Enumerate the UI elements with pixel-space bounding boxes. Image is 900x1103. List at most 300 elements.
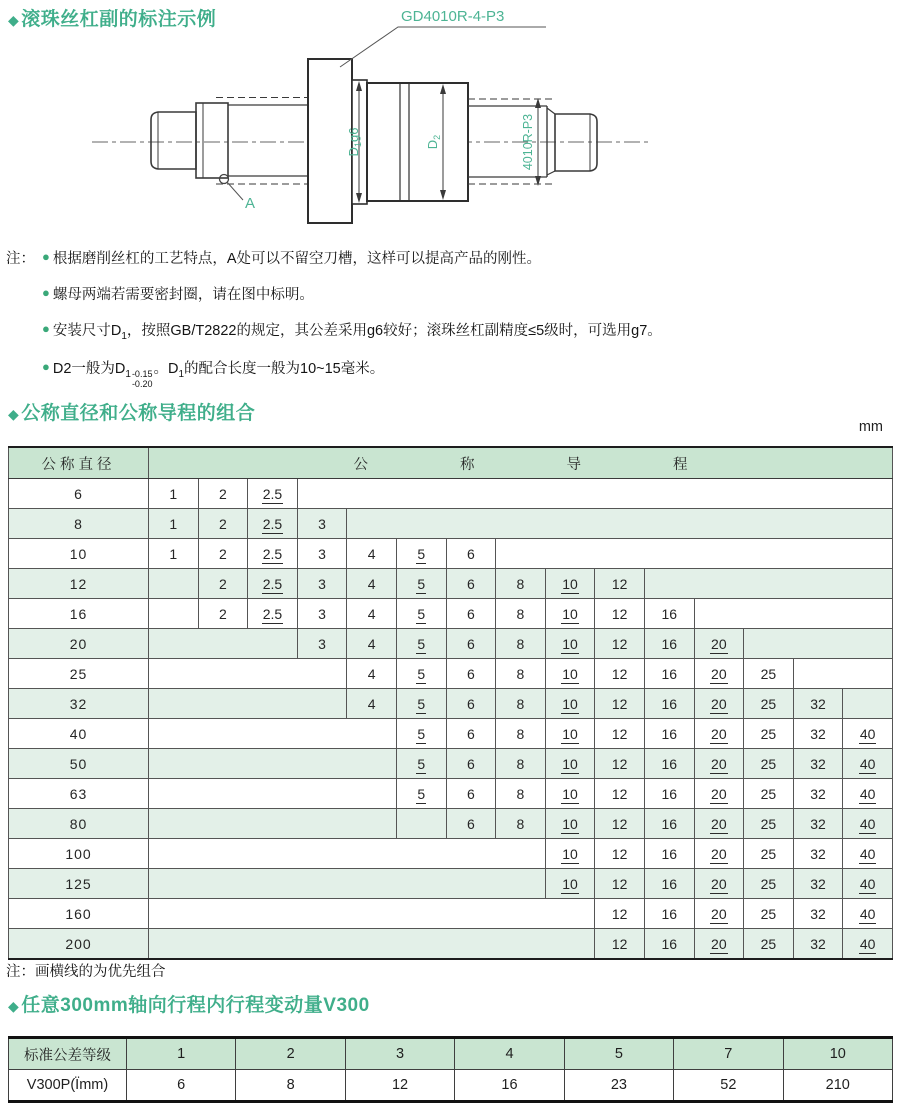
lead-value-cell bbox=[644, 599, 694, 629]
preferred-lead-value: 20 bbox=[711, 935, 727, 952]
lead-value: 12 bbox=[611, 845, 628, 862]
lead-value: 6 bbox=[466, 695, 475, 712]
lead-value: 12 bbox=[611, 785, 628, 802]
note-line-2 bbox=[6, 283, 662, 304]
lead-value: 8 bbox=[516, 815, 525, 832]
preferred-lead-value: 10 bbox=[562, 815, 578, 832]
thread-code-label: 4010R-P3 bbox=[521, 113, 535, 171]
empty-cell bbox=[149, 599, 199, 629]
lead-value: 4 bbox=[367, 635, 376, 652]
left-collar bbox=[196, 103, 228, 178]
lead-value: 6 bbox=[466, 785, 475, 802]
ball-screw-drawing bbox=[0, 0, 900, 240]
lead-value: 16 bbox=[661, 815, 678, 832]
grade-cell: 3 bbox=[345, 1038, 454, 1070]
lead-value: 25 bbox=[760, 725, 777, 742]
lead-value-cell bbox=[347, 659, 397, 689]
grade-cell: 7 bbox=[674, 1038, 783, 1070]
lead-table-row bbox=[9, 929, 893, 960]
lead-table-row bbox=[9, 899, 893, 929]
v300-value-cell: 210 bbox=[783, 1070, 892, 1102]
empty-merged-cell bbox=[149, 689, 347, 719]
preferred-lead-value: 5 bbox=[417, 695, 426, 712]
lead-value-cell bbox=[744, 929, 794, 960]
empty-merged-cell bbox=[644, 569, 892, 599]
preferred-lead-value: 40 bbox=[859, 785, 876, 802]
preferred-lead-value: 20 bbox=[711, 785, 727, 802]
preferred-lead-value: 5 bbox=[417, 545, 426, 562]
diameter-cell: 8 bbox=[9, 509, 149, 539]
lead-table-row bbox=[9, 719, 893, 749]
lead-value: 16 bbox=[661, 695, 678, 712]
lead-value: 16 bbox=[661, 935, 678, 952]
lead-value-cell bbox=[396, 569, 446, 599]
lead-value: 32 bbox=[810, 725, 826, 742]
lead-value-cell bbox=[545, 869, 595, 899]
lead-value-cell bbox=[446, 659, 496, 689]
preferred-lead-value: 5 bbox=[417, 575, 426, 592]
lead-value-cell bbox=[744, 839, 794, 869]
d2-label: $D_2$ bbox=[425, 134, 442, 150]
lead-value-cell bbox=[644, 869, 694, 899]
lead-value-cell bbox=[744, 869, 794, 899]
diameter-cell: 200 bbox=[9, 929, 149, 960]
lead-value: 8 bbox=[516, 725, 525, 742]
empty-cell bbox=[396, 809, 446, 839]
preferred-lead-value: 40 bbox=[859, 845, 876, 862]
lead-value: 25 bbox=[760, 935, 777, 952]
diamond-icon: ◆ bbox=[8, 998, 20, 1014]
lead-value-cell bbox=[396, 719, 446, 749]
lead-value-cell bbox=[248, 569, 298, 599]
preferred-lead-value: 5 bbox=[417, 785, 426, 802]
lead-value-cell bbox=[496, 599, 546, 629]
lead-value-cell bbox=[595, 749, 645, 779]
lead-table-row bbox=[9, 659, 893, 689]
preferred-lead-value: 10 bbox=[562, 785, 578, 802]
lead-value-cell bbox=[396, 779, 446, 809]
preferred-lead-value: 20 bbox=[711, 875, 727, 892]
lead-value-cell bbox=[595, 779, 645, 809]
lead-table-body bbox=[9, 479, 893, 960]
nut-body bbox=[367, 83, 468, 201]
lead-value: 12 bbox=[611, 935, 628, 952]
lead-value-cell bbox=[694, 899, 744, 929]
lead-value-cell bbox=[644, 899, 694, 929]
lead-value: 16 bbox=[661, 755, 678, 772]
diameter-header-cell: 公称直径 bbox=[9, 447, 149, 479]
part-code-leader-line bbox=[340, 27, 546, 67]
lead-value-cell bbox=[843, 929, 893, 960]
lead-value: 16 bbox=[661, 845, 678, 862]
lead-value-cell bbox=[248, 599, 298, 629]
lead-value-cell bbox=[644, 749, 694, 779]
lead-value: 8 bbox=[516, 605, 525, 622]
preferred-lead-value: 40 bbox=[859, 755, 876, 772]
lead-value: 12 bbox=[611, 755, 628, 772]
lead-value: 32 bbox=[810, 815, 826, 832]
lead-value: 4 bbox=[367, 545, 376, 562]
v300-value-cell: 12 bbox=[345, 1070, 454, 1102]
v300-value-cell: 23 bbox=[564, 1070, 673, 1102]
lead-value-cell bbox=[694, 839, 744, 869]
note-text-2: 螺母两端若需要密封圈，请在图中标明。 bbox=[52, 287, 314, 303]
lead-value: 25 bbox=[760, 755, 777, 772]
preferred-lead-value: 20 bbox=[711, 815, 727, 832]
tolerance-stack: -0.15 -0.20 bbox=[131, 369, 153, 389]
lead-value-cell bbox=[694, 869, 744, 899]
preferred-lead-value: 2.5 bbox=[262, 545, 283, 562]
lead-table-row bbox=[9, 689, 893, 719]
lead-value-cell bbox=[744, 719, 794, 749]
preferred-lead-value: 40 bbox=[859, 725, 876, 742]
lead-value-cell bbox=[744, 689, 794, 719]
lead-value-cell bbox=[198, 569, 248, 599]
lead-value: 4 bbox=[367, 695, 376, 712]
diameter-cell: 160 bbox=[9, 899, 149, 929]
section2-title bbox=[8, 398, 255, 425]
detail-a-label: A bbox=[245, 195, 256, 212]
lead-table-row bbox=[9, 509, 893, 539]
preferred-lead-value: 20 bbox=[711, 665, 727, 682]
preferred-lead-value: 5 bbox=[417, 755, 426, 772]
lead-value: 2 bbox=[218, 515, 227, 532]
section3-title bbox=[8, 990, 370, 1017]
empty-merged-cell bbox=[496, 539, 893, 569]
lead-value: 3 bbox=[318, 545, 326, 562]
lead-value-cell bbox=[793, 779, 843, 809]
detail-a-leader-line bbox=[227, 182, 243, 200]
lead-value: 12 bbox=[611, 665, 628, 682]
lead-value-cell bbox=[396, 629, 446, 659]
lead-value-cell bbox=[446, 629, 496, 659]
lead-value: 32 bbox=[810, 695, 826, 712]
lead-value-cell bbox=[198, 539, 248, 569]
lead-value: 4 bbox=[367, 605, 376, 622]
lead-value-cell bbox=[545, 749, 595, 779]
lead-value: 1 bbox=[169, 485, 178, 502]
lead-value-cell bbox=[297, 569, 347, 599]
lead-value-cell bbox=[446, 809, 496, 839]
diameter-cell: 40 bbox=[9, 719, 149, 749]
preferred-lead-value: 20 bbox=[711, 905, 727, 922]
lead-value-cell bbox=[793, 689, 843, 719]
lead-value-cell bbox=[496, 809, 546, 839]
lead-value: 16 bbox=[661, 785, 678, 802]
lead-value-cell bbox=[496, 689, 546, 719]
lead-value-cell bbox=[843, 809, 893, 839]
lead-header-cell: 公 称 导 程 bbox=[149, 447, 893, 479]
lead-value: 12 bbox=[611, 575, 628, 592]
lead-value: 6 bbox=[466, 725, 475, 742]
lead-value: 6 bbox=[466, 815, 475, 832]
lead-table-header-row bbox=[9, 447, 893, 479]
preferred-lead-value: 5 bbox=[417, 605, 426, 622]
lead-value-cell bbox=[198, 479, 248, 509]
lead-value-cell bbox=[595, 689, 645, 719]
lead-value: 12 bbox=[611, 635, 628, 652]
v300-value-cell: 16 bbox=[455, 1070, 564, 1102]
lead-value-cell bbox=[446, 569, 496, 599]
lead-value: 3 bbox=[318, 575, 326, 592]
table-note: 注：画横线的为优先组合 bbox=[6, 964, 166, 980]
diameter-cell: 63 bbox=[9, 779, 149, 809]
empty-merged-cell bbox=[149, 749, 397, 779]
lead-table-row bbox=[9, 629, 893, 659]
lead-value-cell bbox=[644, 629, 694, 659]
lead-value-cell bbox=[744, 809, 794, 839]
section2-title-text: 公称直径和公称导程的组合 bbox=[21, 403, 256, 424]
lead-value-cell bbox=[744, 899, 794, 929]
lead-value: 8 bbox=[516, 755, 525, 772]
empty-merged-cell bbox=[149, 779, 397, 809]
lead-value-cell bbox=[446, 719, 496, 749]
lead-value: 2 bbox=[218, 485, 227, 502]
lead-value-cell bbox=[644, 719, 694, 749]
section3-title-text: 任意300mm轴向行程内行程变动量V300 bbox=[21, 995, 370, 1016]
lead-value-cell bbox=[694, 809, 744, 839]
lead-value: 25 bbox=[760, 845, 777, 862]
part-code-label: GD4010R-4-P3 bbox=[401, 8, 505, 25]
preferred-lead-value: 5 bbox=[417, 725, 426, 742]
lead-value-cell bbox=[347, 629, 397, 659]
preferred-lead-value: 10 bbox=[562, 695, 578, 712]
lead-value-cell bbox=[545, 809, 595, 839]
lead-value-cell bbox=[297, 599, 347, 629]
lead-value-cell bbox=[396, 749, 446, 779]
diameter-cell: 50 bbox=[9, 749, 149, 779]
diameter-cell: 100 bbox=[9, 839, 149, 869]
lead-value-cell bbox=[297, 539, 347, 569]
lead-value: 16 bbox=[661, 635, 678, 652]
lead-value: 25 bbox=[760, 665, 777, 682]
lead-value-cell bbox=[644, 809, 694, 839]
lead-table-row bbox=[9, 599, 893, 629]
lead-value-cell bbox=[347, 599, 397, 629]
lead-value: 8 bbox=[516, 665, 525, 682]
lead-value-cell bbox=[198, 509, 248, 539]
note-line-1 bbox=[6, 247, 662, 268]
lead-value-cell bbox=[149, 509, 199, 539]
lead-value-cell bbox=[595, 869, 645, 899]
lead-value-cell bbox=[793, 839, 843, 869]
lead-value-cell bbox=[496, 779, 546, 809]
grade-cell: 10 bbox=[783, 1038, 892, 1070]
lead-value: 6 bbox=[466, 665, 475, 682]
empty-merged-cell bbox=[149, 839, 546, 869]
lead-value-cell bbox=[545, 599, 595, 629]
lead-value-cell bbox=[595, 629, 645, 659]
lead-value-cell bbox=[198, 599, 248, 629]
empty-merged-cell bbox=[149, 809, 397, 839]
note-line-4 bbox=[6, 357, 662, 389]
lead-value: 16 bbox=[661, 665, 678, 682]
diamond-icon: ◆ bbox=[8, 406, 20, 422]
diameter-cell: 125 bbox=[9, 869, 149, 899]
right-step-chamfer-bottom bbox=[547, 171, 555, 175]
lead-value-cell bbox=[545, 779, 595, 809]
lead-value-cell bbox=[595, 809, 645, 839]
lead-value: 8 bbox=[516, 635, 525, 652]
lead-value: 25 bbox=[760, 695, 777, 712]
lead-value: 2 bbox=[218, 545, 227, 562]
lead-value-cell bbox=[793, 809, 843, 839]
lead-value: 6 bbox=[466, 545, 475, 562]
lead-value: 16 bbox=[661, 905, 678, 922]
empty-merged-cell bbox=[694, 599, 892, 629]
diameter-cell: 25 bbox=[9, 659, 149, 689]
lead-table-row bbox=[9, 779, 893, 809]
bullet-icon: ● bbox=[42, 285, 50, 300]
empty-merged-cell bbox=[149, 929, 595, 960]
lead-value-cell bbox=[793, 749, 843, 779]
lead-value: 6 bbox=[466, 755, 475, 772]
lead-value: 25 bbox=[760, 875, 777, 892]
lead-value-cell bbox=[545, 659, 595, 689]
lead-value-cell bbox=[248, 539, 298, 569]
v300-value-cell: 52 bbox=[674, 1070, 783, 1102]
empty-merged-cell bbox=[843, 689, 893, 719]
lead-table-row bbox=[9, 809, 893, 839]
preferred-lead-value: 10 bbox=[562, 875, 578, 892]
grade-cell: 1 bbox=[127, 1038, 236, 1070]
lead-table-row bbox=[9, 539, 893, 569]
diameter-cell: 12 bbox=[9, 569, 149, 599]
lead-value-cell bbox=[347, 539, 397, 569]
empty-merged-cell bbox=[347, 509, 893, 539]
lead-value: 1 bbox=[169, 515, 178, 532]
lead-value-cell bbox=[248, 479, 298, 509]
lead-value-cell bbox=[694, 749, 744, 779]
lead-value-cell bbox=[595, 599, 645, 629]
lead-value: 8 bbox=[516, 575, 525, 592]
unit-label: mm bbox=[858, 419, 883, 435]
lead-value: 4 bbox=[367, 575, 376, 592]
bullet-icon: ● bbox=[42, 359, 50, 374]
lead-value-cell bbox=[694, 719, 744, 749]
lead-value-cell bbox=[496, 569, 546, 599]
lead-table-row bbox=[9, 839, 893, 869]
lead-value-cell bbox=[644, 659, 694, 689]
lead-value-cell bbox=[545, 569, 595, 599]
lead-value-cell bbox=[595, 929, 645, 960]
lead-value-cell bbox=[347, 689, 397, 719]
lead-value: 4 bbox=[367, 665, 376, 682]
lead-value: 12 bbox=[611, 605, 628, 622]
lead-value-cell bbox=[545, 689, 595, 719]
empty-merged-cell bbox=[149, 899, 595, 929]
lead-value-cell bbox=[793, 929, 843, 960]
preferred-lead-value: 10 bbox=[562, 755, 578, 772]
lead-combination-table bbox=[8, 446, 893, 960]
d1-label: $D_1g6$ bbox=[346, 127, 363, 157]
lead-value-cell bbox=[595, 839, 645, 869]
lead-table-row bbox=[9, 479, 893, 509]
lead-value-cell bbox=[595, 659, 645, 689]
lead-value: 12 bbox=[611, 875, 628, 892]
empty-merged-cell bbox=[149, 719, 397, 749]
lead-value-cell bbox=[744, 779, 794, 809]
lead-value: 16 bbox=[661, 875, 678, 892]
lead-value: 16 bbox=[661, 725, 678, 742]
preferred-lead-value: 40 bbox=[859, 935, 876, 952]
bullet-icon: ● bbox=[42, 249, 50, 264]
grade-cell: 2 bbox=[236, 1038, 345, 1070]
bullet-icon: ● bbox=[42, 321, 50, 336]
preferred-lead-value: 40 bbox=[859, 875, 876, 892]
lead-value-cell bbox=[694, 659, 744, 689]
lead-value-cell bbox=[297, 629, 347, 659]
preferred-lead-value: 2.5 bbox=[262, 485, 283, 502]
preferred-lead-value: 10 bbox=[562, 635, 578, 652]
lead-value-cell bbox=[496, 659, 546, 689]
lead-value-cell bbox=[644, 779, 694, 809]
preferred-lead-value: 5 bbox=[417, 665, 426, 682]
preferred-lead-value: 2.5 bbox=[262, 605, 283, 622]
lead-value-cell bbox=[396, 539, 446, 569]
empty-merged-cell bbox=[297, 479, 892, 509]
lead-value-cell bbox=[843, 899, 893, 929]
grade-cell: 5 bbox=[564, 1038, 673, 1070]
preferred-lead-value: 20 bbox=[711, 695, 727, 712]
preferred-lead-value: 10 bbox=[562, 605, 578, 622]
lead-value: 1 bbox=[169, 545, 178, 562]
lead-value-cell bbox=[496, 749, 546, 779]
lead-value: 32 bbox=[810, 845, 826, 862]
preferred-lead-value: 20 bbox=[711, 845, 727, 862]
lead-value-cell bbox=[843, 869, 893, 899]
preferred-lead-value: 2.5 bbox=[262, 575, 283, 592]
lead-value-cell bbox=[843, 839, 893, 869]
diameter-cell: 20 bbox=[9, 629, 149, 659]
lead-value: 2 bbox=[218, 605, 227, 622]
diamond-icon: ◆ bbox=[8, 12, 20, 28]
notes-block bbox=[6, 247, 662, 404]
lead-value: 12 bbox=[611, 905, 628, 922]
value-row-label: V300P(Ïmm) bbox=[9, 1070, 127, 1102]
grade-cell: 4 bbox=[455, 1038, 564, 1070]
lead-value-cell bbox=[644, 689, 694, 719]
lead-value: 6 bbox=[466, 635, 475, 652]
preferred-lead-value: 10 bbox=[562, 575, 578, 592]
preferred-lead-value: 5 bbox=[417, 635, 426, 652]
lead-value-cell bbox=[843, 719, 893, 749]
preferred-lead-value: 10 bbox=[562, 665, 578, 682]
lead-value: 32 bbox=[810, 755, 826, 772]
lead-value-cell bbox=[545, 629, 595, 659]
empty-cell bbox=[149, 569, 199, 599]
lead-table-row bbox=[9, 869, 893, 899]
v300-value-row bbox=[9, 1070, 893, 1102]
lead-value: 25 bbox=[760, 785, 777, 802]
grade-row-label: 标准公差等级 bbox=[9, 1038, 127, 1070]
note-text-3: 安装尺寸$D_1$，按照GB/T2822的规定，其公差采用g6较好；滚珠丝杠副精度≤5级时，可选用g7。 bbox=[52, 323, 662, 342]
lead-value: 25 bbox=[760, 815, 777, 832]
lead-value: 32 bbox=[810, 905, 826, 922]
empty-merged-cell bbox=[793, 659, 892, 689]
note-text-1: 根据磨削丝杠的工艺特点，A处可以不留空刀槽，这样可以提高产品的刚性。 bbox=[52, 251, 542, 267]
lead-value: 32 bbox=[810, 875, 826, 892]
lead-value-cell bbox=[446, 539, 496, 569]
lead-value-cell bbox=[595, 899, 645, 929]
lead-value-cell bbox=[595, 569, 645, 599]
lead-value: 8 bbox=[516, 785, 525, 802]
preferred-lead-value: 20 bbox=[711, 755, 727, 772]
lead-value-cell bbox=[396, 599, 446, 629]
lead-value-cell bbox=[644, 929, 694, 960]
diameter-cell: 16 bbox=[9, 599, 149, 629]
preferred-lead-value: 20 bbox=[711, 635, 727, 652]
